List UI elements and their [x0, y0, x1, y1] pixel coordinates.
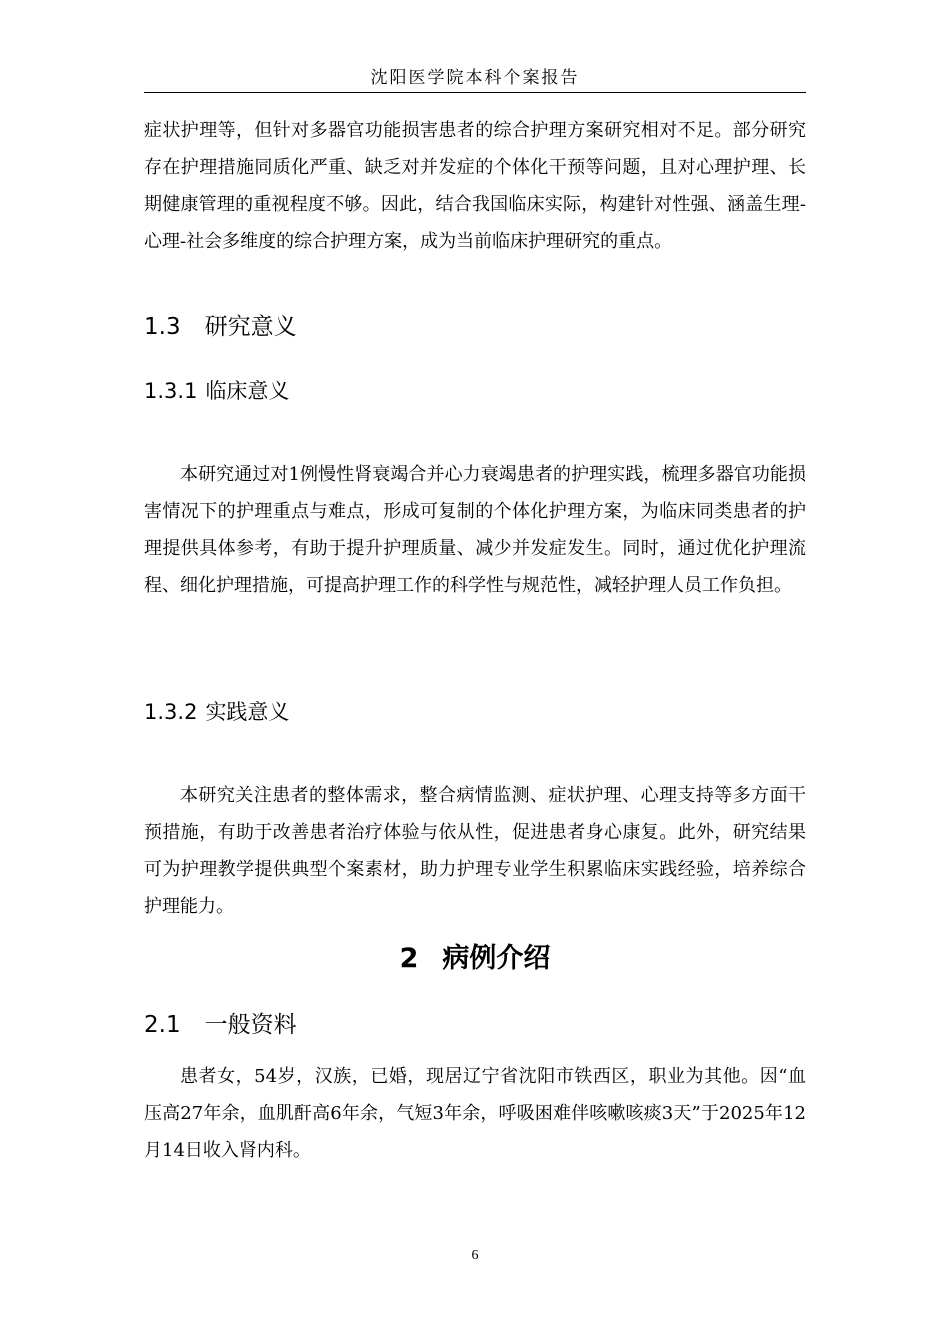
heading-1-3-2 — [144, 697, 289, 727]
heading-title: 实践意义 — [205, 700, 290, 724]
heading-number: 1.3.1 — [144, 379, 198, 403]
paragraph-intro-continued: 症状护理等，但针对多器官功能损害患者的综合护理方案研究相对不足。部分研究存在护理措施同质化严重、缺乏对并发症的个体化干预等问题，且对心理护理、长期健康管理的重视程度不够。因此，结合我国临床实际，构建针对性强、涵盖生理-心理-社会多维度的综合护理方案，成为当前临床护理研究的重点。 — [144, 120, 806, 252]
page-number: 6 — [471, 1248, 479, 1263]
heading-title: 病例介绍 — [442, 943, 551, 974]
heading-title: 研究意义 — [204, 314, 297, 340]
heading-number: 1.3 — [144, 314, 181, 340]
page-header: 沈阳医学院本科个案报告 — [144, 64, 806, 93]
heading-1-3 — [144, 312, 297, 342]
heading-number: 1.3.2 — [144, 700, 198, 724]
heading-number: 2 — [399, 943, 419, 974]
heading-1-3-1 — [144, 376, 289, 406]
paragraph-general-info: 患者女，54岁，汉族，已婚，现居辽宁省沈阳市铁西区，职业为其他。因“血压高27年余，血肌酐高6年余，气短3年余，呼吸困难伴咳嗽咳痰3天”于2025年12月14日收入肾内科。 — [144, 1066, 806, 1161]
heading-title: 一般资料 — [204, 1012, 297, 1038]
heading-title: 临床意义 — [205, 379, 290, 403]
paragraph-clinical-significance: 本研究通过对1例慢性肾衰竭合并心力衰竭患者的护理实践，梳理多器官功能损害情况下的护理重点与难点，形成可复制的个体化护理方案，为临床同类患者的护理提供具体参考，有助于提升护理质量、减少并发症发生。同时，通过优化护理流程、细化护理措施，可提高护理工作的科学性与规范性，减轻护理人员工作负担。 — [144, 464, 806, 596]
heading-2 — [144, 941, 806, 977]
heading-number: 2.1 — [144, 1012, 181, 1038]
paragraph-practical-significance: 本研究关注患者的整体需求，整合病情监测、症状护理、心理支持等多方面干预措施，有助于改善患者治疗体验与依从性，促进患者身心康复。此外，研究结果可为护理教学提供典型个案素材，助力护理专业学生积累临床实践经验，培养综合护理能力。 — [144, 785, 806, 917]
heading-2-1 — [144, 1010, 297, 1040]
